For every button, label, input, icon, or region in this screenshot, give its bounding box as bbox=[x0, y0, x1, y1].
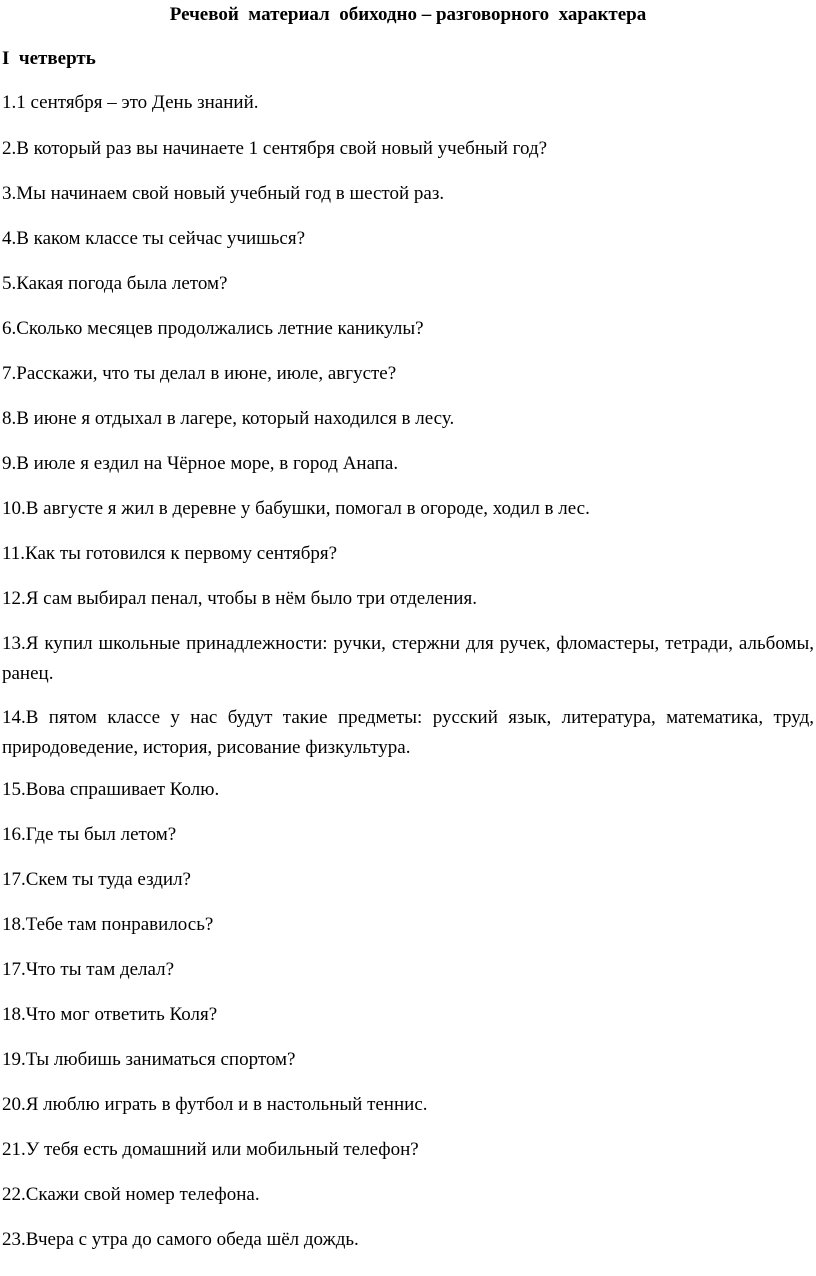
list-item: 17.Что ты там делал? bbox=[2, 959, 175, 980]
list-item: 8.В июне я отдыхал в лагере, который находился в лесу. bbox=[2, 408, 455, 429]
list-item: 9.В июле я ездил на Чёрное море, в город Анапа. bbox=[2, 453, 399, 474]
list-item: 21.У тебя есть домашний или мобильный телефон? bbox=[2, 1139, 419, 1160]
list-item: 4.В каком классе ты сейчас учишься? bbox=[2, 228, 306, 249]
list-item: 3.Мы начинаем свой новый учебный год в шестой раз. bbox=[2, 183, 445, 204]
list-item: 13.Я купил школьные принадлежности: ручки, стержни для ручек, фломастеры, тетради, альбомы, ранец. bbox=[2, 633, 814, 684]
list-item: 23.Вчера с утра до самого обеда шёл дождь. bbox=[2, 1229, 359, 1250]
list-item: 2.В который раз вы начинаете 1 сентября свой новый учебный год? bbox=[2, 138, 548, 159]
list-item: 12.Я сам выбирал пенал, чтобы в нём было три отделения. bbox=[2, 588, 477, 609]
list-item: 1.1 сентября – это День знаний. bbox=[2, 92, 259, 113]
list-item: 22.Скажи свой номер телефона. bbox=[2, 1184, 260, 1205]
list-item: 18.Что мог ответить Коля? bbox=[2, 1004, 218, 1025]
list-item: 7.Расскажи, что ты делал в июне, июле, августе? bbox=[2, 363, 397, 384]
list-item: 11.Как ты готовился к первому сентября? bbox=[2, 543, 338, 564]
list-item: 20.Я люблю играть в футбол и в настольный теннис. bbox=[2, 1094, 428, 1115]
list-item: 17.Скем ты туда ездил? bbox=[2, 869, 191, 890]
page-title: Речевой материал обиходно – разговорного характера bbox=[169, 4, 647, 25]
list-item: 10.В августе я жил в деревне у бабушки, помогал в огороде, ходил в лес. bbox=[2, 498, 590, 519]
list-item: 16.Где ты был летом? bbox=[2, 824, 177, 845]
list-item: 6.Сколько месяцев продолжались летние каникулы? bbox=[2, 318, 424, 339]
list-item: 14.В пятом классе у нас будут такие предметы: русский язык, литература, математика, труд, природоведение, история, рисование физкультура. bbox=[2, 707, 814, 758]
section-heading: I четверть bbox=[2, 48, 96, 69]
list-item: 18.Тебе там понравилось? bbox=[2, 914, 214, 935]
list-item: 19.Ты любишь заниматься спортом? bbox=[2, 1049, 296, 1070]
list-item: 5.Какая погода была летом? bbox=[2, 273, 228, 294]
list-item: 15.Вова спрашивает Колю. bbox=[2, 779, 220, 800]
